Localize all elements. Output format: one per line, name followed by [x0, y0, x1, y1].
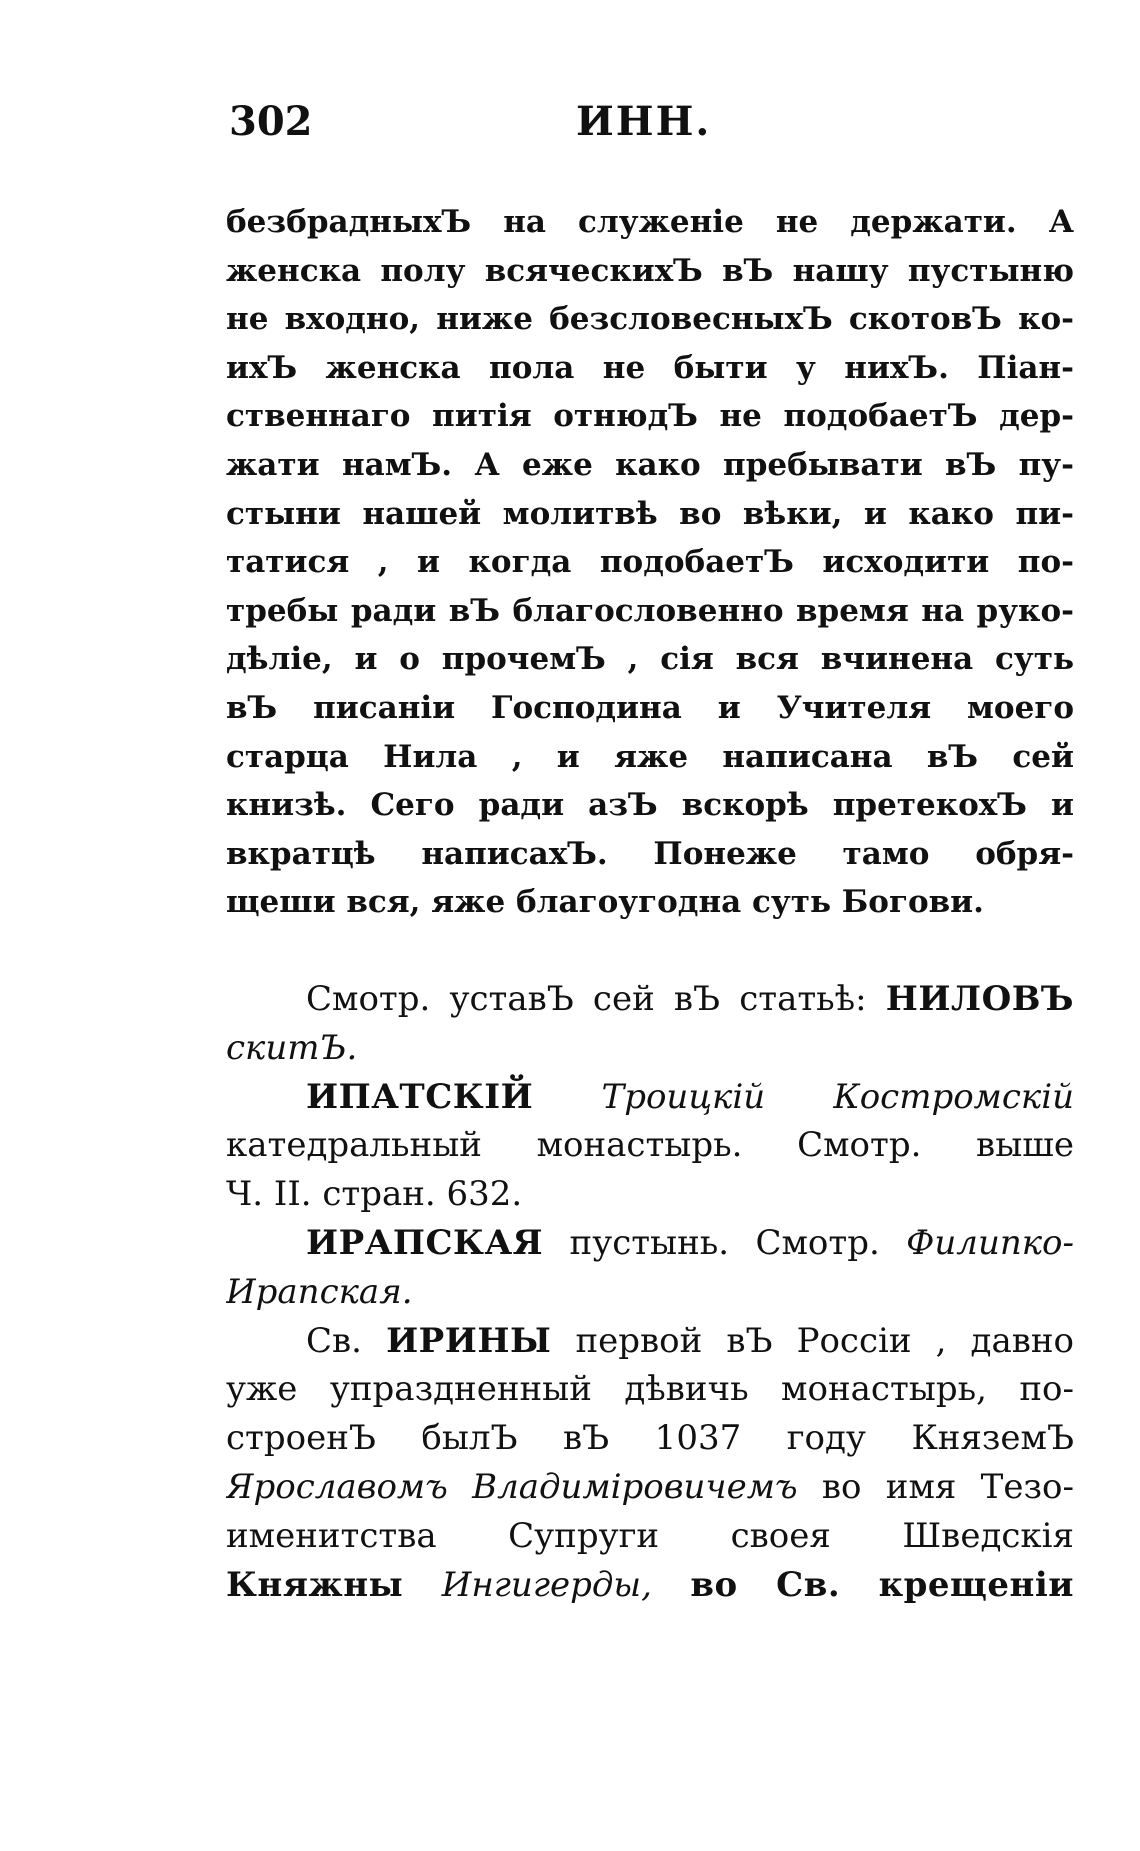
- text-line: именитства Супруги своея Шведскія: [226, 1515, 1074, 1556]
- text-line: вЪ писаніи Господина и Учителя моего: [226, 689, 1074, 726]
- text-line: щеши вся, яже благоугодна суть Богови.: [226, 884, 984, 921]
- running-head: ИНН.: [576, 98, 712, 145]
- entry-iriny-line6: [226, 1561, 1074, 1610]
- text-line: жати намЪ. А еже како пребывати вЪ пу-: [226, 446, 1074, 483]
- text-line: книзѣ. Сего ради азЪ вскорѣ претекохЪ и: [226, 787, 1074, 824]
- entry-text: во Св. крещеніи: [651, 1564, 1074, 1605]
- entry-text: во имя Тезо-: [797, 1466, 1074, 1507]
- text-line: строенЪ былЪ вЪ 1037 году КняземЪ: [226, 1418, 1074, 1459]
- entry-smotr-reference: [226, 975, 1074, 1024]
- reference-italic: скитЪ.: [226, 1027, 358, 1068]
- entry-text: пустынь. Смотр.: [543, 1222, 907, 1263]
- text-line: дѣліе, и о прочемЪ , сія вся вчинена суть: [226, 641, 1074, 678]
- entry-term-iriny: ИРИНЫ: [386, 1320, 552, 1361]
- entry-term-irapskaya: ИРАПСКАЯ: [306, 1222, 544, 1263]
- quoted-rule-text: [226, 198, 1074, 927]
- entry-text: первой вЪ Россіи , давно: [551, 1320, 1074, 1361]
- entry-italic: Ярославомъ Владиміровичемъ: [226, 1466, 798, 1507]
- text-line: требы ради вЪ благословенно время на руко-: [226, 592, 1074, 629]
- text-line: уже упраздненный дѣвичь монастырь, по-: [226, 1369, 1074, 1410]
- entry-iriny-line4: [226, 1463, 1074, 1512]
- dictionary-entries: [226, 975, 1074, 1609]
- entry-term-nilov: НИЛОВЪ: [885, 979, 1074, 1019]
- entry-italic: Троицкій Костромскій: [601, 1076, 1074, 1117]
- page-number: 302: [229, 98, 313, 145]
- entry-smotr-continuation: [226, 1024, 1074, 1073]
- text-line: женска полу всяческихЪ вЪ нашу пустыню: [226, 252, 1074, 289]
- text-line: Ч. II. стран. 632.: [226, 1174, 523, 1215]
- reference-prefix: Смотр. уставЪ сей вЪ статьѣ:: [306, 979, 886, 1019]
- entry-iriny: [226, 1317, 1074, 1366]
- entry-term-ipatsky: ИПАТСКІЙ: [306, 1076, 534, 1117]
- text-line: катедральный монастырь. Смотр. выше: [226, 1125, 1074, 1166]
- entry-ipatsky: [226, 1073, 1074, 1122]
- entry-irapskaya: [226, 1219, 1074, 1268]
- text-line: стыни нашей молитвѣ во вѣки, и како пи-: [226, 495, 1074, 532]
- entry-prefix: Св.: [306, 1320, 387, 1361]
- text-line: вкратцѣ написахЪ. Понеже тамо обря-: [226, 835, 1074, 872]
- text-line: ихЪ женска пола не быти у нихЪ. Піан-: [226, 349, 1074, 386]
- entry-italic: Ингигерды,: [441, 1564, 652, 1605]
- entry-irapskaya-continuation: [226, 1268, 1074, 1317]
- text-line: ственнаго питія отнюдЪ не подобаетЪ дер-: [226, 398, 1074, 435]
- entry-italic: Ирапская.: [226, 1271, 413, 1312]
- text-line: татися , и когда подобаетЪ исходити по-: [226, 544, 1074, 581]
- entry-italic: Филипко-: [906, 1222, 1074, 1263]
- entry-text: Княжны: [226, 1564, 442, 1605]
- text-line: старца Нила , и яже написана вЪ сей: [226, 738, 1074, 775]
- page-header: [229, 98, 1069, 158]
- text-line: безбрадныхЪ на служеніе не держати. А: [226, 204, 1074, 240]
- text-line: не входно, ниже безсловесныхЪ скотовЪ ко-: [226, 301, 1074, 338]
